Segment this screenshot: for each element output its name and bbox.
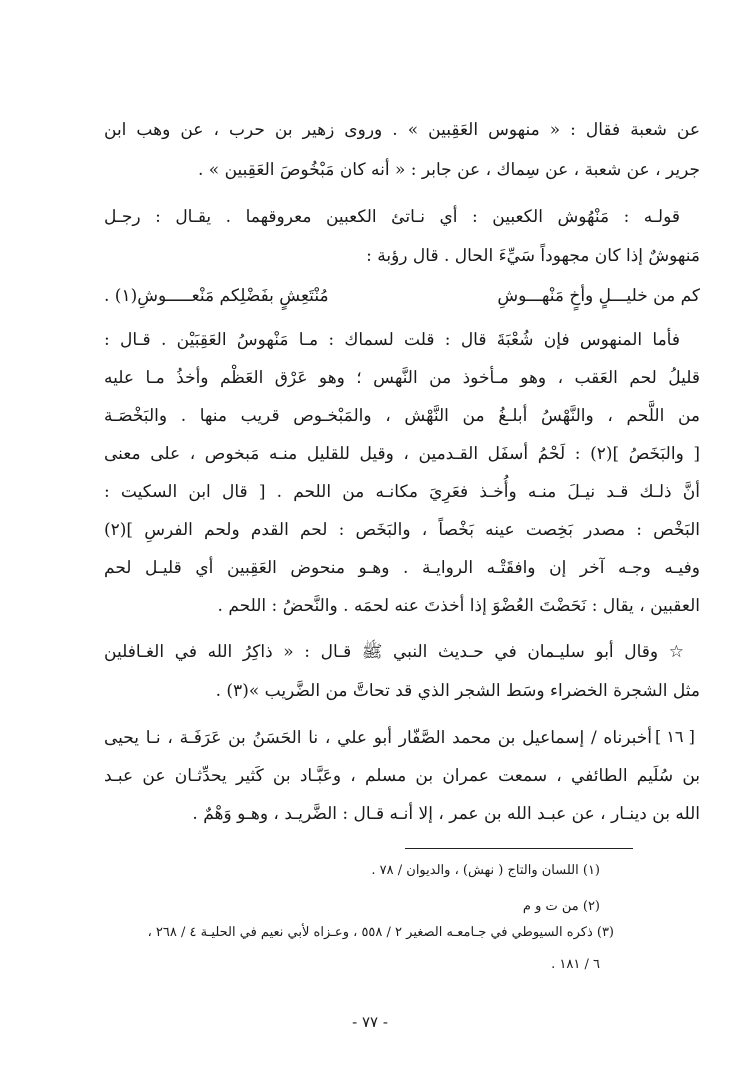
- footnote: ٦ / ١٨١ .: [551, 957, 600, 972]
- text-line: مثل الشجرة الخضراء وسَط الشجر الذي قد تحاتَّ من الضَّريب »(٣) .: [215, 681, 700, 701]
- text-line: [ والبَخَصُ ](٢) : لَحْمُ أسفَل القـدمين ، وقيل للقليل منـه مَبخوص ، على معنى: [104, 444, 700, 464]
- text-line: قليلُ لحم العَقب ، وهو مـأخوذ من النَّهس ؛ وهو عَرْق العَظْم وأخذُ مـا عليه: [104, 368, 700, 388]
- text-line: أخبرناه / إسماعيل بن محمد الصَّفّار أبو علي ، نا الحَسَنُ بن عَرَفَـة ، نـا يحيى: [104, 728, 652, 748]
- footnote: (١) اللسان والتاج ( نهش) ، والديوان / ٧٨ .: [371, 863, 600, 878]
- text-line: عن شعبة فقال : « منهوس العَقِبين » . وروى زهير بن حرب ، عن وهب ابن: [104, 120, 700, 140]
- verse-first-hemistich: كم من خليـــلٍ وأخٍ مَنْهـــوشِ: [497, 286, 700, 306]
- text-line: قولـه : مَنْهُوش الكعبين : أي نـاتئ الكعبين معروقهما . يقـال : رجـل: [104, 207, 680, 227]
- verse-second-hemistich: مُنْتَعِشٍ بفَضْلِكم مَنْعـــــوشِ(١) .: [104, 286, 329, 306]
- text-line: مَنهوشٌ إذا كان مجهوداً سَيِّءَ الحال . قال رؤبة :: [366, 246, 700, 266]
- text-line: وفيـه وجـه آخر إن وافقَتْـه الروايـة . وهـو منحوض العَقِبين أي قليـل لحم: [104, 558, 700, 578]
- text-line: ☆ وقال أبو سليـمان في حـديث النبي ﷺ قـال : « ذاكِرُ الله في الغـافلين: [104, 642, 684, 662]
- text-line: الله بن دينـار ، عن عبـد الله بن عمر ، إلا أنـه قـال : الضَّريـد ، وهـو وَهْمٌ .: [192, 804, 700, 824]
- footnote: (٣) ذكره السيوطي في جـامعـه الصغير ٢ / ٥٥٨ ، وعـزاه لأبي نعيم في الحليـة ٤ / ٢٦٨ ،: [147, 925, 614, 940]
- footnote-divider: [405, 848, 633, 849]
- text-line: البَخْص : مصدر بَخِصت عينه بَخْصاً ، والبَخَص : لحم القدم ولحم الفرسِ ](٢): [104, 520, 700, 540]
- text-line: جرير ، عن شعبة ، عن سِماك ، عن جابر : « أنه كان مَبْخُوصَ العَقِبين » .: [197, 160, 700, 180]
- folio-marker: [ ١٦ ]: [655, 727, 695, 746]
- text-line: فأما المنهوس فإن شُعْبَةَ قال : قلت لسماك : مـا مَنْهوسُ العَقِبَيْن . قـال :: [104, 330, 680, 350]
- text-line: العقبين ، يقال : نَحَضْتَ العُضْوَ إذا أخذتَ عنه لحمَه . والنَّحضُ : اللحم .: [217, 596, 700, 616]
- footnote: (٢) من ت و م: [522, 899, 600, 914]
- page-number: - ٧٧ -: [352, 1013, 388, 1031]
- text-line: أنَّ ذلـك قـد نيـلَ منـه وأُخـذ فعَرِيَ مكانـه من اللحم . [ قال ابن السكيت :: [104, 482, 700, 502]
- text-line: من اللَّحم ، والنَّهْسُ أبلـغُ من النَّهْش ، والمَبْخـوص قريب منها . والبَخْصَـة: [104, 406, 700, 426]
- text-line: بن سُلَيم الطائفي ، سمعت عمران بن مسلم ، وعَبَّـاد بن كَثير يحدِّثـان عن عبـد: [104, 766, 700, 786]
